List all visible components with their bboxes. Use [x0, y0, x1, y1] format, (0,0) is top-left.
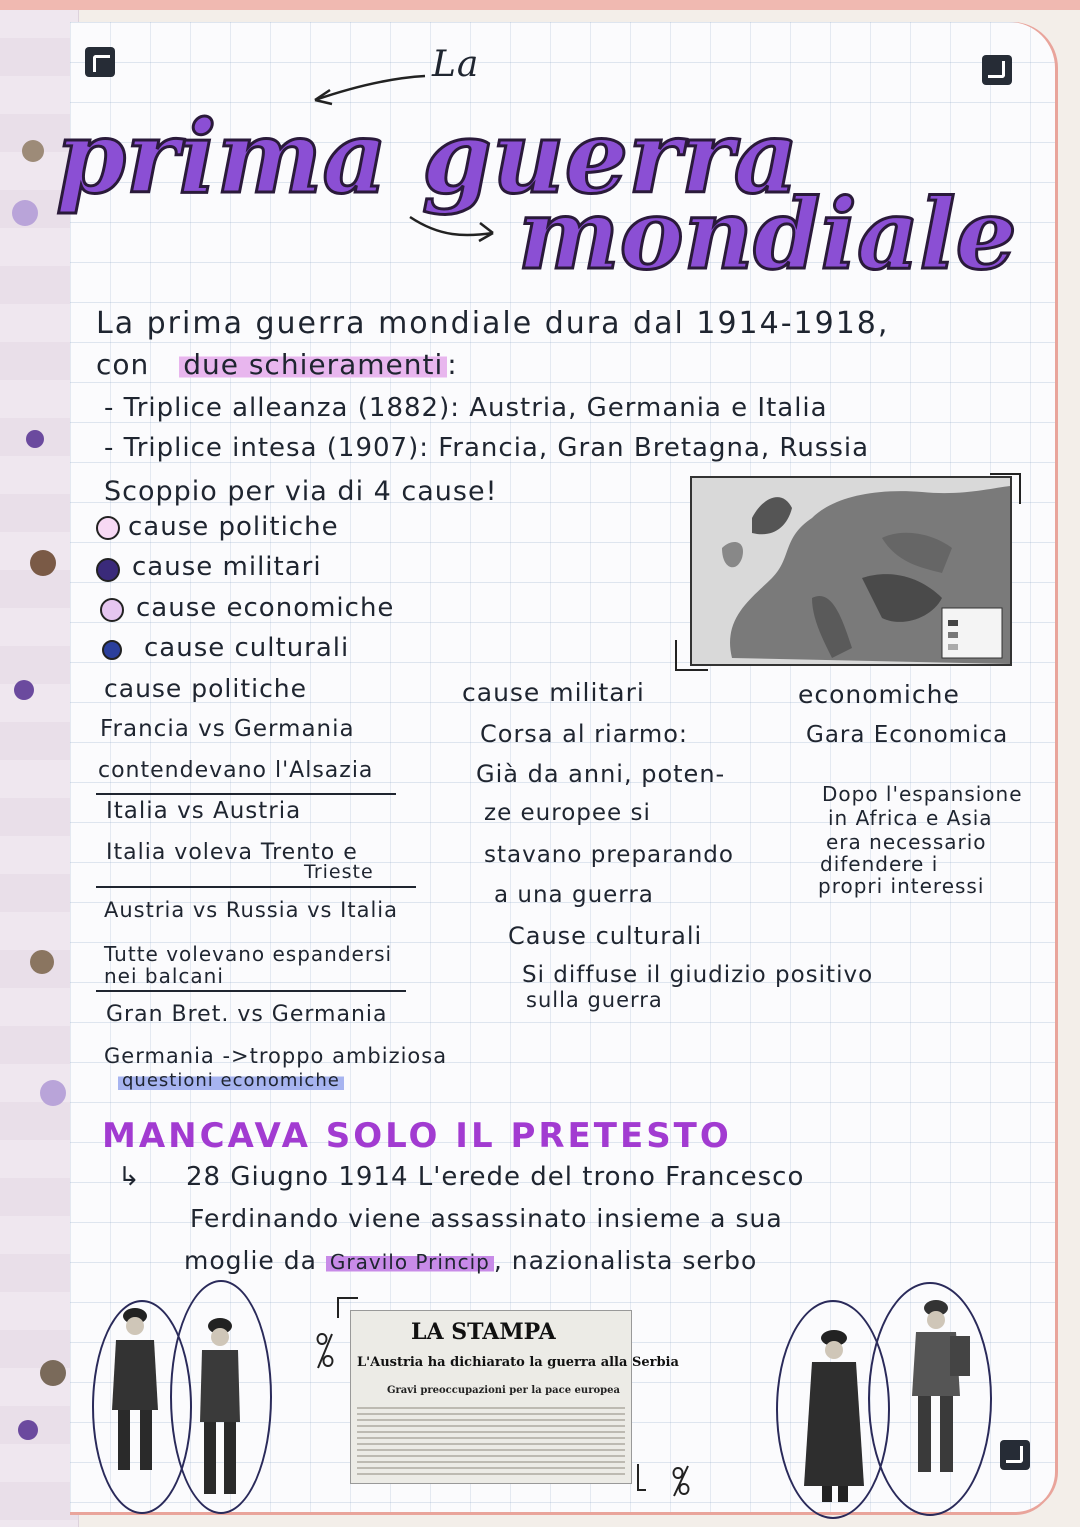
page-top-edge: [0, 0, 1080, 10]
soldier-figure: [180, 1312, 260, 1502]
highlight-schieramenti: due schieramenti: [179, 348, 447, 381]
soldier-figure: [890, 1296, 980, 1486]
cause-bullet-culturali: [102, 640, 122, 660]
cultural-line: Si diffuse il giudizio positivo: [522, 962, 874, 988]
cultural-line: sulla guerra: [526, 988, 663, 1012]
political-heading: cause politiche: [104, 674, 308, 703]
highlight-questioni: questioni economiche: [118, 1070, 344, 1091]
triple-entente: - Triplice intesa (1907): Francia, Gran Bretagna, Russia: [104, 433, 870, 463]
political-item: Italia vs Austria: [106, 798, 302, 824]
cause-bullet-politiche: [96, 516, 120, 540]
newspaper-masthead: LA STAMPA: [411, 1319, 556, 1345]
washi-tape-strip: [0, 0, 79, 1527]
economic-line: era necessario: [826, 830, 987, 854]
title-article: La: [432, 44, 480, 85]
political-item: Germania ->troppo ambiziosa: [104, 1044, 448, 1068]
separator-line: [96, 990, 406, 992]
cultural-heading: Cause culturali: [508, 922, 703, 950]
map-corner-bracket: [990, 468, 1030, 508]
tape-dot: [12, 200, 38, 226]
pretext-moglie: moglie da: [184, 1246, 317, 1275]
military-line: Già da anni, poten-: [476, 760, 726, 788]
corner-bracket-icon: [1000, 1440, 1030, 1470]
cause-bullet-militari: [96, 558, 120, 582]
political-item-questioni: [118, 1070, 344, 1091]
political-item: Trieste: [304, 861, 374, 883]
cause-item-culturali: cause culturali: [144, 633, 350, 663]
pretext-line-1: 28 Giugno 1914 L'erede del trono Francesco: [186, 1162, 805, 1192]
tape-dot: [30, 550, 56, 576]
newspaper-headline: L'Austria ha dichiarato la guerra alla Serbia: [357, 1355, 679, 1370]
separator-line: [96, 886, 416, 888]
outbreak-line: Scoppio per via di 4 cause!: [104, 476, 498, 507]
title-line-1: prima guerra: [56, 98, 799, 216]
soldier-figure: [794, 1326, 874, 1506]
economic-line: propri interessi: [818, 874, 985, 898]
political-item: Austria vs Russia vs Italia: [104, 898, 399, 922]
map-corner-bracket: [672, 640, 712, 676]
economic-line: in Africa e Asia: [828, 806, 993, 830]
paperclip-icon: [634, 1460, 704, 1500]
corner-bracket-icon: [982, 55, 1012, 85]
soldier-figure: [100, 1300, 170, 1480]
tape-dot: [26, 430, 44, 448]
pretext-line-2: Ferdinando viene assassinato insieme a sua: [190, 1204, 783, 1233]
economic-line: Gara Economica: [806, 722, 1009, 748]
political-item: nei balcani: [104, 964, 224, 988]
newspaper-subhead: Gravi preoccupazioni per la pace europea: [387, 1385, 620, 1396]
cause-item-politiche: cause politiche: [128, 512, 339, 542]
cause-bullet-economiche: [100, 598, 124, 622]
arrow-icon: [405, 205, 500, 245]
military-line: stavano preparando: [484, 842, 734, 868]
triple-alliance: - Triplice alleanza (1882): Austria, Germania e Italia: [104, 393, 828, 423]
paperclip-icon: [314, 1330, 338, 1372]
separator-line: [96, 793, 396, 795]
newspaper-body: [357, 1407, 625, 1477]
pretext-heading: MANCAVA SOLO IL PRETESTO: [102, 1116, 732, 1156]
europe-map-image: [690, 476, 1012, 666]
intro-line-2: [96, 348, 458, 381]
tape-dot: [30, 950, 54, 974]
tape-dot: [40, 1080, 66, 1106]
title-line-2: mondiale: [518, 178, 1017, 291]
military-line: a una guerra: [494, 882, 654, 908]
intro-line-1: La prima guerra mondiale dura dal 1914-1918,: [96, 306, 890, 341]
tape-dot: [22, 140, 44, 162]
military-heading: cause militari: [462, 678, 645, 707]
tape-dot: [14, 680, 34, 700]
newspaper-clipping: [350, 1310, 679, 1484]
economic-line: difendere i: [820, 852, 939, 876]
political-item: Italia voleva Trento e: [106, 840, 358, 865]
intro-con: con: [96, 348, 150, 381]
military-line: Corsa al riarmo:: [480, 720, 688, 748]
highlight-princip: Gravilo Princip: [326, 1250, 494, 1274]
cause-item-militari: cause militari: [132, 552, 322, 582]
cause-item-economiche: cause economiche: [136, 593, 395, 623]
corner-bracket-icon: [85, 47, 115, 77]
tape-dot: [40, 1360, 66, 1386]
political-item: contendevano l'Alsazia: [98, 758, 374, 783]
economic-heading: economiche: [798, 680, 960, 709]
pretext-arrow-icon: ↳: [118, 1162, 141, 1192]
military-line: ze europee si: [484, 800, 651, 826]
pretext-line-3: [184, 1246, 757, 1275]
political-item: Francia vs Germania: [100, 716, 355, 742]
intro-colon: :: [447, 348, 458, 381]
economic-line: Dopo l'espansione: [822, 782, 1023, 806]
political-item: Tutte volevano espandersi: [104, 942, 393, 966]
tape-dot: [18, 1420, 38, 1440]
political-item: Gran Bret. vs Germania: [106, 1002, 388, 1027]
pretext-nazionalista: , nazionalista serbo: [493, 1246, 758, 1275]
